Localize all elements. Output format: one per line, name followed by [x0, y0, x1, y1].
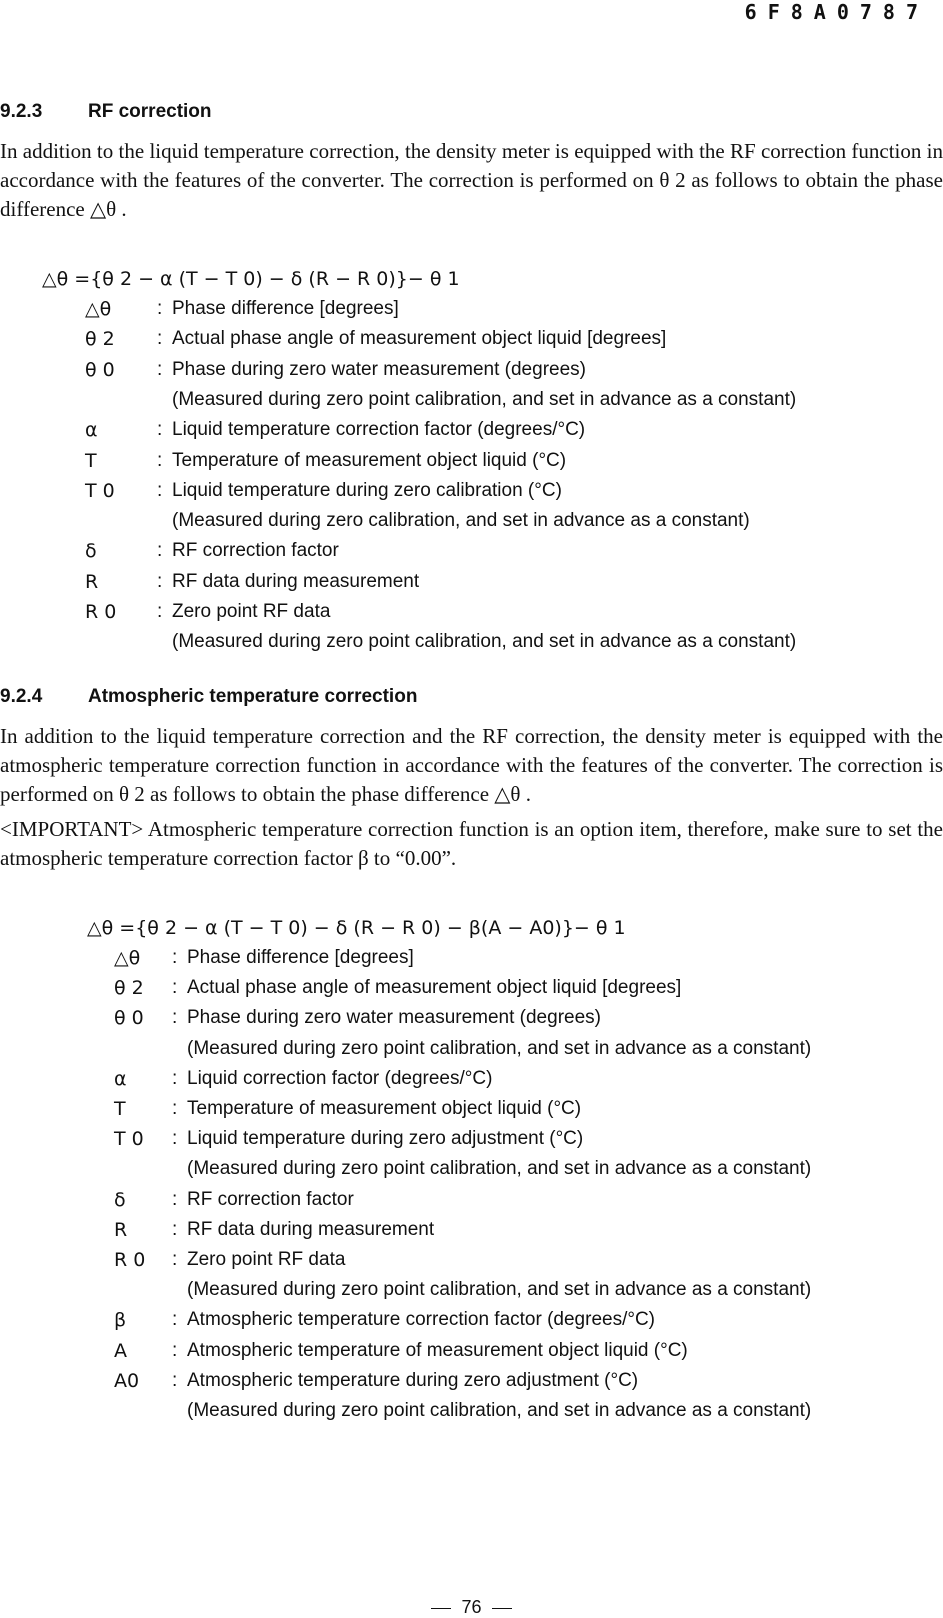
- symbol: R: [85, 570, 99, 593]
- constant-note: (Measured during zero point calibration, and set in advance as a constant): [187, 1158, 812, 1180]
- separator-colon: :: [172, 947, 178, 968]
- constant-note: (Measured during zero point calibration, and set in advance as a constant): [172, 388, 797, 410]
- symbol: T: [85, 449, 97, 472]
- separator-colon: :: [157, 601, 163, 622]
- separator-colon: :: [172, 1218, 178, 1240]
- symbol: α: [85, 419, 98, 442]
- symbol-description: RF data during measurement: [172, 570, 420, 592]
- symbol: δ: [114, 1188, 126, 1211]
- symbol: A: [114, 1339, 127, 1362]
- atmospheric-correction-formula: △θ ={θ 2 − α (T − T 0) − δ (R − R 0) − β(A − A0)}− θ 1: [87, 917, 626, 939]
- symbol-description: Actual phase angle of measurement object liquid [degrees]: [187, 977, 682, 999]
- separator-colon: :: [157, 449, 163, 471]
- symbol: A0: [114, 1369, 140, 1392]
- section-heading-924: [0, 686, 417, 708]
- separator-colon: :: [172, 1249, 178, 1270]
- symbol: △θ: [85, 298, 112, 320]
- symbol: θ 0: [85, 358, 115, 381]
- symbol-description: Actual phase angle of measurement object liquid [degrees]: [172, 328, 667, 350]
- separator-colon: :: [172, 1007, 178, 1029]
- symbol: α: [114, 1067, 127, 1090]
- separator-colon: :: [157, 570, 163, 592]
- separator-colon: :: [172, 1188, 178, 1210]
- important-note: <IMPORTANT> Atmospheric temperature correction function is an option item, therefore, make sure to set the atmospheric temperature correction factor β to “0.00”.: [0, 817, 943, 870]
- symbol-description: Temperature of measurement object liquid (°C): [172, 449, 567, 471]
- separator-colon: :: [172, 1098, 178, 1119]
- separator-colon: :: [172, 1339, 178, 1361]
- footer-dash-left: [431, 1608, 451, 1609]
- section-title: Atmospheric temperature correction: [88, 686, 418, 707]
- section-923-paragraph: In addition to the liquid temperature correction, the density meter is equipped with the RF correction function in accordance with the features of the converter. The correction is performed on θ 2 as follows to obtain the phase difference △θ .: [0, 139, 943, 221]
- page-footer: [0, 1597, 943, 1618]
- section-title: RF correction: [88, 101, 212, 122]
- symbol-description: Zero point RF data: [187, 1249, 346, 1270]
- rf-correction-formula: △θ ={θ 2 − α (T − T 0) − δ (R − R 0)}− θ 1: [42, 268, 460, 290]
- symbol-description: RF correction factor: [187, 1188, 354, 1210]
- separator-colon: :: [172, 1309, 178, 1331]
- symbol: △θ: [114, 947, 141, 969]
- constant-note: (Measured during zero point calibration, and set in advance as a constant): [187, 1279, 812, 1301]
- constant-note: (Measured during zero point calibration, and set in advance as a constant): [187, 1400, 812, 1421]
- symbol: θ 0: [114, 1007, 144, 1030]
- separator-colon: :: [157, 328, 163, 350]
- separator-colon: :: [172, 1128, 178, 1150]
- separator-colon: :: [172, 1369, 178, 1391]
- document-id: 6F8A0787: [744, 0, 929, 24]
- symbol-description: Phase difference [degrees]: [187, 947, 414, 968]
- separator-colon: :: [157, 358, 163, 380]
- symbol-description: Phase during zero water measurement (degrees): [172, 358, 586, 380]
- footer-dash-right: [492, 1608, 512, 1609]
- symbol: β: [114, 1309, 127, 1332]
- symbol-description: Atmospheric temperature of measurement object liquid (°C): [187, 1339, 688, 1361]
- symbol-description: Liquid correction factor (degrees/°C): [187, 1067, 493, 1089]
- section-number: 9.2.4: [0, 686, 43, 707]
- separator-colon: :: [157, 540, 163, 562]
- separator-colon: :: [172, 977, 178, 999]
- symbol: T 0: [85, 479, 115, 502]
- symbol: θ 2: [114, 977, 144, 1000]
- symbol-description: Phase during zero water measurement (degrees): [187, 1007, 601, 1029]
- constant-note: (Measured during zero calibration, and set in advance as a constant): [172, 510, 750, 532]
- symbol: T: [114, 1098, 126, 1120]
- symbol-description: Phase difference [degrees]: [172, 298, 399, 319]
- section-heading-923: [0, 101, 212, 123]
- separator-colon: :: [157, 419, 163, 441]
- section-924-paragraph: In addition to the liquid temperature correction and the RF correction, the density meter is equipped with the atmospheric temperature correction function in accordance with the features of the converter. The correction is performed on θ 2 as follows to obtain the phase difference △θ .: [0, 724, 943, 806]
- separator-colon: :: [172, 1067, 178, 1089]
- symbol-description: Atmospheric temperature during zero adjustment (°C): [187, 1369, 639, 1391]
- separator-colon: :: [157, 479, 163, 501]
- symbol-description: RF correction factor: [172, 540, 339, 562]
- separator-colon: :: [157, 298, 163, 319]
- constant-note: (Measured during zero point calibration, and set in advance as a constant): [172, 631, 797, 653]
- symbol: θ 2: [85, 328, 115, 351]
- symbol: R 0: [114, 1249, 146, 1271]
- symbol-description: Liquid temperature correction factor (degrees/°C): [172, 419, 586, 441]
- symbol: T 0: [114, 1128, 144, 1151]
- symbol-description: Temperature of measurement object liquid (°C): [187, 1098, 582, 1119]
- symbol: R: [114, 1218, 128, 1241]
- section-number: 9.2.3: [0, 101, 43, 122]
- symbol-description: Liquid temperature during zero calibration (°C): [172, 479, 562, 501]
- symbol-description: RF data during measurement: [187, 1218, 435, 1240]
- symbol-description: Atmospheric temperature correction factor (degrees/°C): [187, 1309, 656, 1331]
- symbol: δ: [85, 540, 97, 563]
- page-number: 76: [461, 1597, 482, 1617]
- symbol-description: Liquid temperature during zero adjustment (°C): [187, 1128, 584, 1150]
- constant-note: (Measured during zero point calibration, and set in advance as a constant): [187, 1037, 812, 1059]
- symbol-description: Zero point RF data: [172, 601, 331, 622]
- symbol: R 0: [85, 601, 117, 623]
